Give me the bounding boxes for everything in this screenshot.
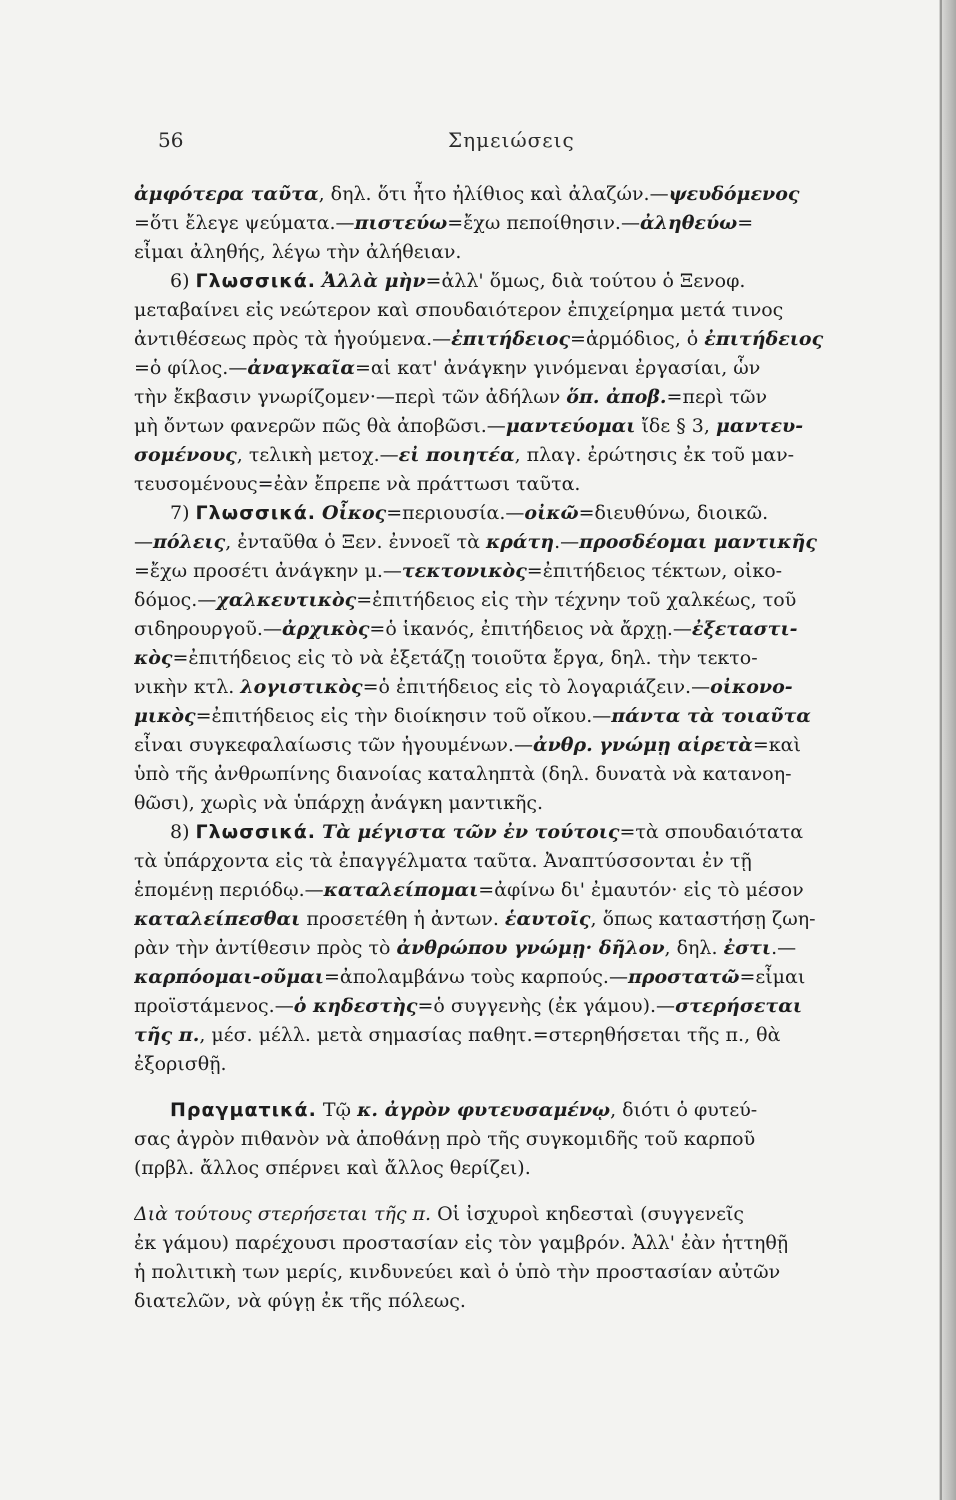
notes-body xyxy=(134,180,874,1316)
paragraph-gap xyxy=(134,1079,874,1096)
text-line: σιδηρουργοῦ.—ἀρχικὸς=ὁ ἱκανός, ἐπιτήδειος νὰ ἄρχῃ.—ἐξεταστι- xyxy=(134,618,798,640)
text-line: νικὴν κτλ. λογιστικὸς=ὁ ἐπιτήδειος εἰς τὸ λογαριάζειν.—οἰκονο- xyxy=(134,676,793,698)
text-line: μεταβαίνει εἰς νεώτερον καὶ σπουδαιότερον ἐπιχείρημα μετά τινος xyxy=(134,299,784,321)
text-line: καρπόομαι-οῦμαι=ἀπολαμβάνω τοὺς καρπούς.—προστατῶ=εἶμαι xyxy=(134,966,806,988)
text-line: τὴν ἔκβασιν γνωρίζομεν·—περὶ τῶν ἀδήλων ὅπ. ἀποβ.=περὶ τῶν xyxy=(134,386,767,408)
text-line: εἶμαι ἀληθής, λέγω τὴν ἀλήθειαν. xyxy=(134,241,462,263)
text-line: σας ἀγρὸν πιθανὸν νὰ ἀποθάνῃ πρὸ τῆς συγκομιδῆς τοῦ καρποῦ xyxy=(134,1128,756,1150)
text-line: 8) Γλωσσικά. Τὰ μέγιστα τῶν ἐν τούτοις=τὰ σπουδαιότατα xyxy=(170,821,804,843)
text-line: θῶσι), χωρὶς νὰ ὑπάρχῃ ἀνάγκη μαντικῆς. xyxy=(134,792,544,814)
text-line: ἀντιθέσεως πρὸς τὰ ἡγούμενα.—ἐπιτήδειος=ἁρμόδιος, ὁ ἐπιτήδειος xyxy=(134,328,824,350)
text-line: τευσομένους=ἐὰν ἔπρεπε νὰ πράττωσι ταῦτα. xyxy=(134,473,581,495)
text-line: Πραγματικά. Τῷ κ. ἀγρὸν φυτευσαμένῳ, διότι ὁ φυτεύ- xyxy=(170,1099,758,1121)
text-line: εἶναι συγκεφαλαίωσις τῶν ἡγουμένων.—ἀνθρ. γνώμῃ αἱρετὰ=καὶ xyxy=(134,734,801,756)
text-line: προϊστάμενος.—ὁ κηδεστὴς=ὁ συγγενὴς (ἐκ γάμου).—στερήσεται xyxy=(134,995,803,1017)
text-line: κὸς=ἐπιτήδειος εἰς τὸ νὰ ἐξετάζῃ τοιοῦτα ἔργα, δηλ. τὴν τεκτο- xyxy=(134,647,758,669)
text-line: ἀμφότερα ταῦτα, δηλ. ὅτι ἦτο ἠλίθιος καὶ ἀλαζών.—ψευδόμενος xyxy=(134,183,800,205)
text-line: μὴ ὄντων φανερῶν πῶς θὰ ἀποβῶσι.—μαντεύομαι ἴδε § 3, μαντευ- xyxy=(134,415,804,437)
text-line: ὑπὸ τῆς ἀνθρωπίνης διανοίας καταληπτὰ (δηλ. δυνατὰ νὰ κατανοη- xyxy=(134,763,792,785)
text-line: ἑπομένῃ περιόδῳ.—καταλείπομαι=ἀφίνω δι' ἐμαυτόν· εἰς τὸ μέσον xyxy=(134,879,804,901)
text-line: ρὰν τὴν ἀντίθεσιν πρὸς τὸ ἀνθρώπου γνώμῃ· δῆλον, δηλ. ἐστι.— xyxy=(134,937,797,959)
text-line: Διὰ τούτους στερήσεται τῆς π. Οἱ ἰσχυροὶ κηδεσταὶ (συγγενεῖς xyxy=(134,1203,745,1225)
text-line: διατελῶν, νὰ φύγῃ ἐκ τῆς πόλεως. xyxy=(134,1290,466,1312)
text-line: 6) Γλωσσικά. Ἀλλὰ μὴν=ἀλλ' ὅμως, διὰ τούτου ὁ Ξενοφ. xyxy=(170,270,746,292)
paragraph-gap xyxy=(134,1183,874,1200)
text-line: ἐξορισθῇ. xyxy=(134,1053,227,1075)
page-edge xyxy=(940,0,956,1500)
text-line: =ὁ φίλος.—ἀναγκαῖα=αἱ κατ' ἀνάγκην γινόμεναι ἐργασίαι, ὧν xyxy=(134,357,761,379)
page-number: 56 xyxy=(158,128,184,152)
text-line: 7) Γλωσσικά. Οἶκος=περιουσία.—οἰκῶ=διευθύνω, διοικῶ. xyxy=(170,502,769,524)
text-line: ἡ πολιτικὴ των μερίς, κινδυνεύει καὶ ὁ ὑπὸ τὴν προστασίαν αὐτῶν xyxy=(134,1261,781,1283)
text-line: ἐκ γάμου) παρέχουσι προστασίαν εἰς τὸν γαμβρόν. Ἀλλ' ἐὰν ἡττηθῇ xyxy=(134,1232,789,1254)
text-line: μικὸς=ἐπιτήδειος εἰς τὴν διοίκησιν τοῦ οἴκου.—πάντα τὰ τοιαῦτα xyxy=(134,705,811,727)
text-line: =ἔχω προσέτι ἀνάγκην μ.—τεκτονικὸς=ἐπιτήδειος τέκτων, οἰκο- xyxy=(134,560,783,582)
running-header xyxy=(158,124,858,164)
text-line: δόμος.—χαλκευτικὸς=ἐπιτήδειος εἰς τὴν τέχνην τοῦ χαλκέως, τοῦ xyxy=(134,589,797,611)
text-line: καταλείπεσθαι προσετέθη ἡ ἀντων. ἑαυτοῖς, ὅπως καταστήσῃ ζωη- xyxy=(134,908,816,930)
text-line: (πρβλ. ἄλλος σπέρνει καὶ ἄλλος θερίζει). xyxy=(134,1157,531,1179)
text-line: σομένους, τελικὴ μετοχ.—εἰ ποιητέα, πλαγ. ἐρώτησις ἐκ τοῦ μαν- xyxy=(134,444,795,466)
text-line: —πόλεις, ἐνταῦθα ὁ Ξεν. ἐννοεῖ τὰ κράτη.—προσδέομαι μαντικῆς xyxy=(134,531,817,553)
text-line: =ὅτι ἔλεγε ψεύματα.—πιστεύω=ἔχω πεποίθησιν.—ἀληθεύω= xyxy=(134,212,754,234)
text-line: τῆς π., μέσ. μέλλ. μετὰ σημασίας παθητ.=στερηθήσεται τῆς π., θὰ xyxy=(134,1024,781,1046)
running-title: Σημειώσεις xyxy=(448,128,575,152)
text-line: τὰ ὑπάρχοντα εἰς τὰ ἐπαγγέλματα ταῦτα. Ἀναπτύσσονται ἐν τῇ xyxy=(134,850,752,872)
